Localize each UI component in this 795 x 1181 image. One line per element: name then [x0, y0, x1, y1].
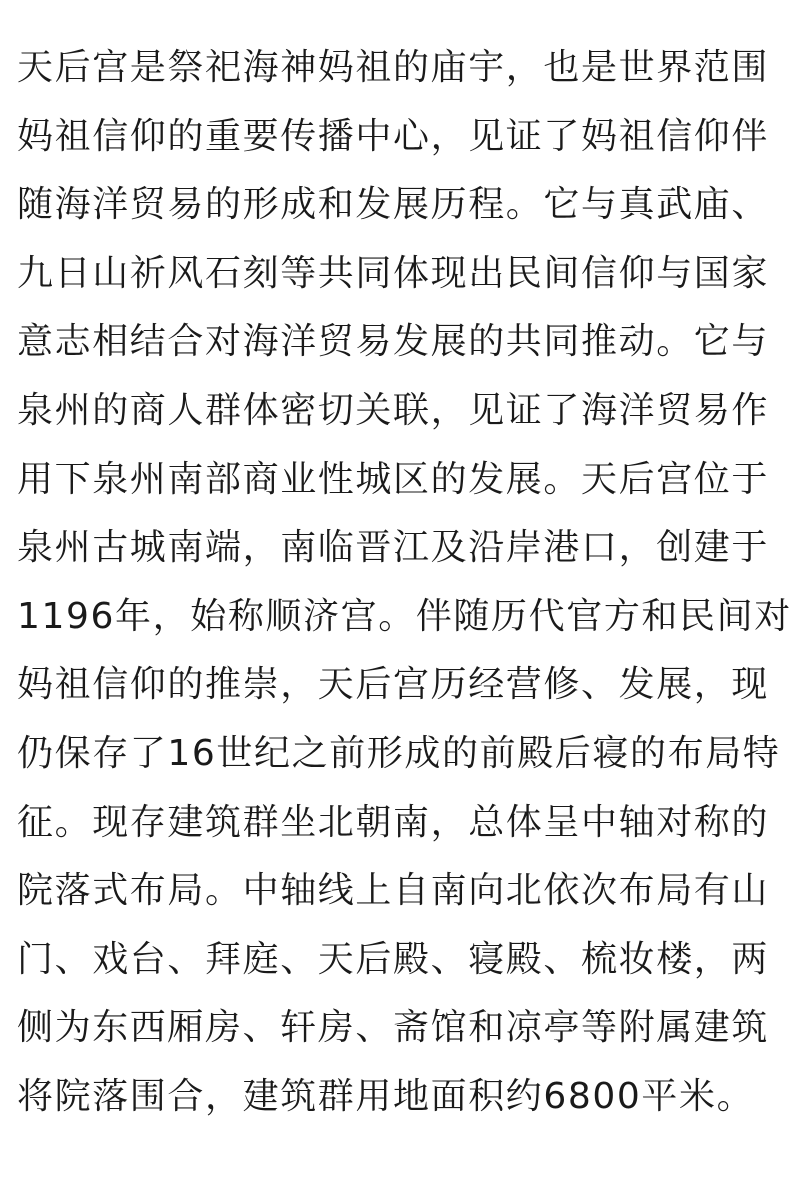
- text-line: 征。现存建筑群坐北朝南，总体呈中轴对称的: [17, 801, 770, 843]
- text-line: 将院落围合，建筑群用地面积约6800平米。: [17, 1075, 755, 1117]
- text-line: 院落式布局。中轴线上自南向北依次布局有山: [17, 870, 770, 912]
- text-line: 随海洋贸易的形成和发展历程。它与真武庙、: [17, 184, 770, 226]
- text-line: 仍保存了16世纪之前形成的前殿后寝的布局特: [17, 732, 781, 774]
- text-line: 天后宫是祭祀海神妈祖的庙宇，也是世界范围: [17, 47, 770, 88]
- text-line: 用下泉州南部商业性城区的发展。天后宫位于: [17, 458, 770, 500]
- text-line: 门、戏台、拜庭、天后殿、寝殿、梳妆楼，两: [17, 938, 770, 980]
- text-line: 侧为东西厢房、轩房、斋馆和凉亭等附属建筑: [17, 1007, 770, 1049]
- text-line: 泉州古城南端，南临晋江及沿岸港口，创建于: [17, 527, 770, 569]
- text-line: 1196年，始称顺济宫。伴随历代官方和民间对: [17, 595, 792, 637]
- text-line: 意志相结合对海洋贸易发展的共同推动。它与: [17, 321, 770, 363]
- text-line: 泉州的商人群体密切关联，见证了海洋贸易作: [17, 389, 770, 431]
- text-line: 九日山祈风石刻等共同体现出民间信仰与国家: [17, 252, 770, 294]
- text-line: 妈祖信仰的推崇，天后宫历经营修、发展，现: [17, 664, 770, 706]
- text-line: 妈祖信仰的重要传播中心，见证了妈祖信仰伴: [17, 115, 770, 157]
